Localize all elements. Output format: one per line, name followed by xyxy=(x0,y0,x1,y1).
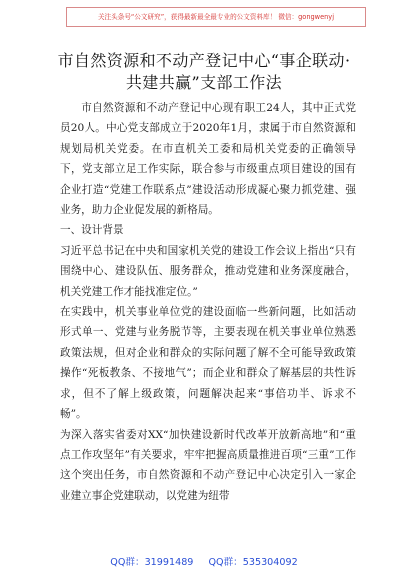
footer-qq-group-1: QQ群：31991489 xyxy=(110,557,194,568)
title-line-2: 共建共赢”支部工作法 xyxy=(125,73,283,92)
paragraph-practice: 在实践中，机关事业单位党的建设面临一些新问题，比如活动形式单一、党建与业务脱节等，主要表现在机关事业单位熟悉政策法规，但对企业和群众的实际问题了解不全可能导致政策操作“死板教条、不接地气”；而企业和群众了解基层的共性诉求，但不了解上级政策，问题解决起来“事倍功半、诉求不畅”。 xyxy=(60,306,356,421)
paragraph-intro: 市自然资源和不动产登记中心现有职工24人，其中正式党员20人。中心党支部成立于2020年1月，隶属于市自然资源和规划局机关党委。在市直机关工委和局机关党委的正确领导下，党支部立足工作实际，联合参与市级重点项目建设的国有企业打造“党建工作联系点”建设活动形成凝心聚力抓党建、强业务，助力企业促发展的新格局。 xyxy=(60,102,356,217)
title-line-1: 市自然资源和不动产登记中心“事企联动· xyxy=(57,51,351,70)
section-heading: 一、设计背景 xyxy=(60,224,124,237)
footer-qq-group-2: QQ群：535304092 xyxy=(208,557,298,568)
paragraph-implementation: 为深入落实省委对XX“加快建设新时代改革开放新高地”和“重点工作攻坚年”有关要求，牢牢把握高质量推进百项“三重”工作这个突出任务，市自然资源和不动产登记中心决定引入一家企业建立事企党建联动，以党建为纽带 xyxy=(60,428,356,502)
paragraph-quote: 习近平总书记在中央和国家机关党的建设工作会议上指出“只有围绕中心、建设队伍、服务群众，推动党建和业务深度融合，机关党建工作才能找准定位。” xyxy=(60,244,356,298)
footer-contacts xyxy=(0,554,408,568)
document-body xyxy=(60,98,356,506)
document-title xyxy=(44,50,364,94)
promo-banner: 关注头条号“公文研究”，获得最新最全最专业的公文资料库！ 微信：gongwenyj xyxy=(66,7,366,27)
